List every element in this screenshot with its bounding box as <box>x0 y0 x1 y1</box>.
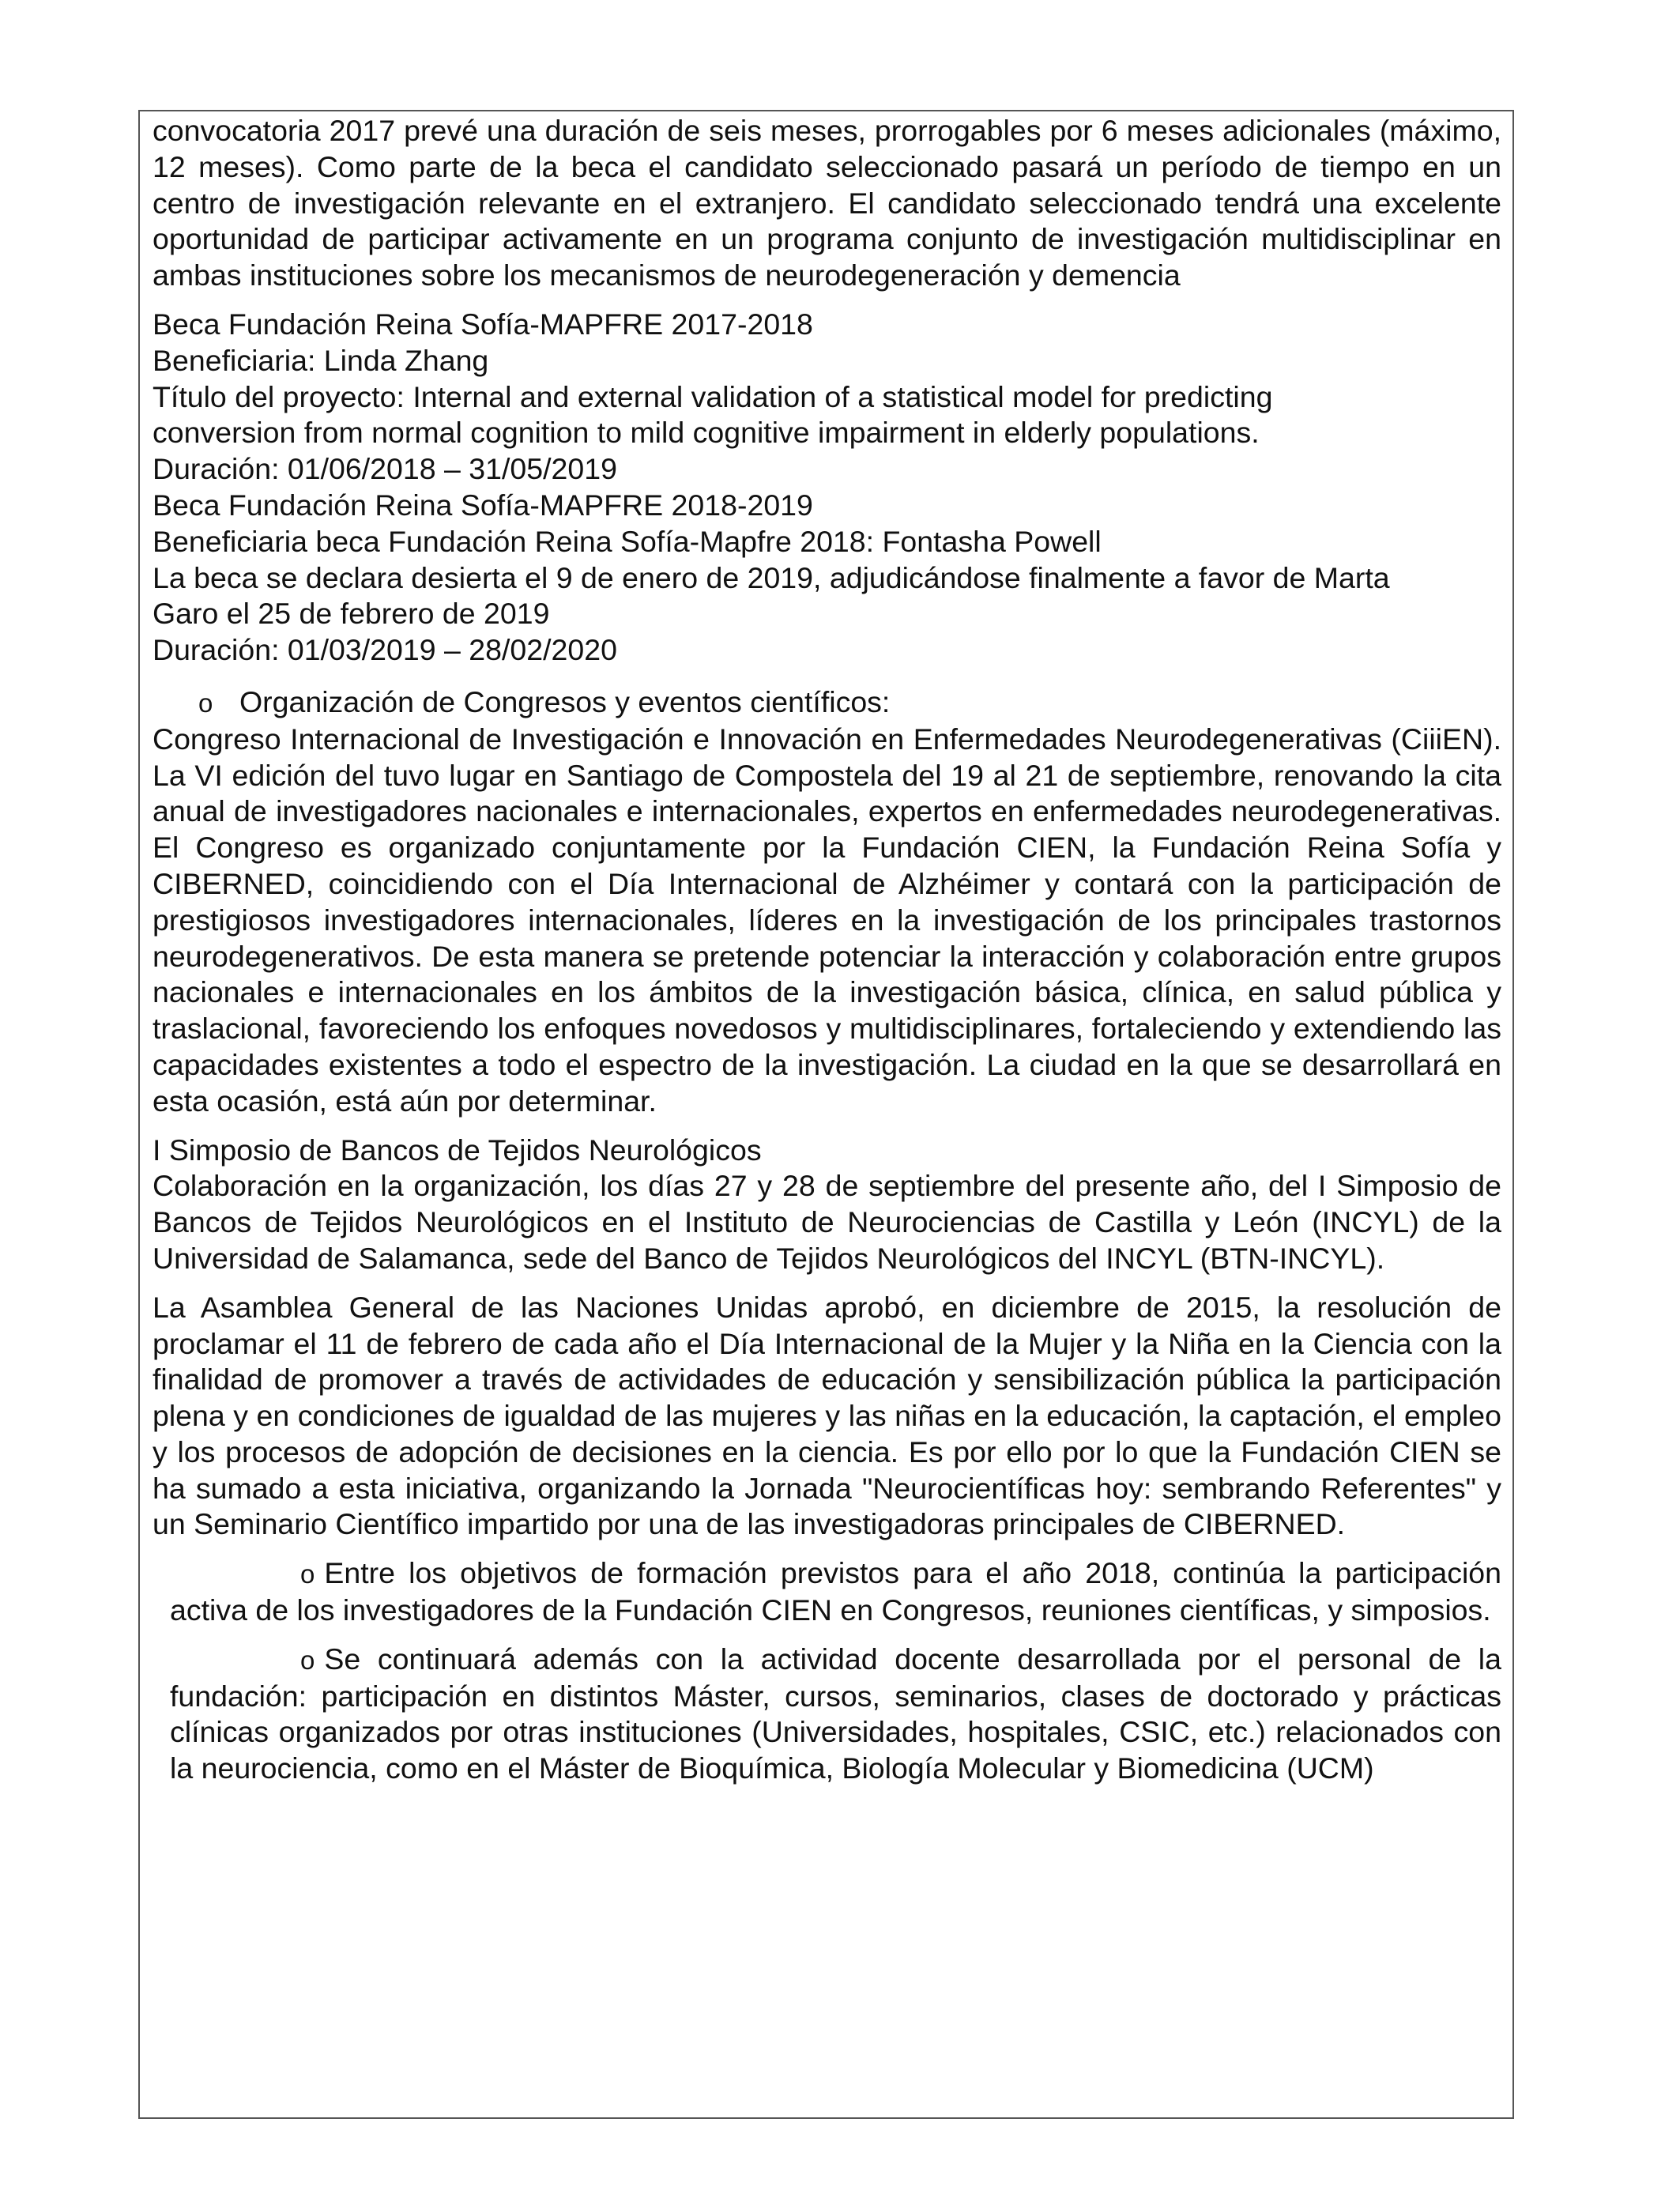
bullet-marker: o <box>300 1559 315 1589</box>
beca-2018-note-line-1: La beca se declara desierta el 9 de enero de 2019, adjudicándose finalmente a favor de Marta <box>153 560 1390 594</box>
bullet-marker: o <box>198 688 213 718</box>
beca-2017-block <box>153 307 1501 488</box>
beca-2018-beneficiary: Beneficiaria beca Fundación Reina Sofía-Mapfre 2018: Fontasha Powell <box>153 524 1102 558</box>
beca-2018-title: Beca Fundación Reina Sofía-MAPFRE 2018-2019 <box>153 488 813 522</box>
bullet-item-text: Se continuará además con la actividad docente desarrollada por el personal de la fundación: participación en distintos Máster, cursos, seminarios, clases de doctorado y prácticas clínicas organizados por otras instituciones (Universidades, hospitales, CSIC, etc.) relacionados con la neurociencia, como en el Máster de Bioquímica, Biología Molecular y Biomedicina (UCM) <box>170 1642 1501 1785</box>
bullet-item-docencia <box>153 1642 1501 1787</box>
simposio-block <box>153 1133 1501 1277</box>
beca-2017-project-line-2: conversion from normal cognition to mild cognitive impairment in elderly populations. <box>153 416 1260 450</box>
bullet-item-formacion-text <box>170 1555 1501 1629</box>
bullet-marker: o <box>300 1645 315 1675</box>
beca-2018-note-line-2: Garo el 25 de febrero de 2019 <box>153 597 550 631</box>
congresos-paragraph: Congreso Internacional de Investigación e Innovación en Enfermedades Neurodegenerativas (CiiiEN). La VI edición del tuvo lugar en Santiago de Compostela del 19 al 21 de septiembre, renovando la cita anual de investigadores nacionales e internacionales, expertos en enfermedades neurodegenerativas. El Congreso es organizado conjuntamente por la Fundación CIEN, la Fundación Reina Sofía y CIBERNED, coincidiendo con el Día Internacional de Alzhéimer y contará con la participación de prestigiosos investigadores internacionales, líderes en la investigación de los principales trastornos neurodegenerativos. De esta manera se pretende potenciar la interacción y colaboración entre grupos nacionales e internacionales en los ámbitos de la investigación básica, clínica, en salud pública y traslacional, favoreciendo los enfoques novedosos y multidisciplinares, fortaleciendo y extendiendo las capacidades existentes a todo el espectro de la investigación. La ciudad en la que se desarrollará en esta ocasión, está aún por determinar. <box>153 722 1501 1118</box>
beca-2018-duration: Duración: 01/03/2019 – 28/02/2020 <box>153 633 617 667</box>
beca-2017-beneficiary: Beneficiaria: Linda Zhang <box>153 343 489 377</box>
bullet-item-text: Entre los objetivos de formación previstos para el año 2018, continúa la participación activa de los investigadores de la Fundación CIEN en Congresos, reuniones científicas, y simposios. <box>170 1556 1501 1627</box>
congresos-heading <box>153 684 1501 722</box>
beca-2017-duration: Duración: 01/06/2018 – 31/05/2019 <box>153 452 617 486</box>
bullet-item-formacion <box>153 1555 1501 1629</box>
beca-2017-project-line-1: Título del proyecto: Internal and external validation of a statistical model for predicting <box>153 379 1273 413</box>
asamblea-paragraph: La Asamblea General de las Naciones Unidas aprobó, en diciembre de 2015, la resolución de proclamar el 11 de febrero de cada año el Día Internacional de la Mujer y la Niña en la Ciencia con la finalidad de promover a través de actividades de educación y sensibilización pública la participación plena y en condiciones de igualdad de las mujeres y las niñas en la educación, la captación, el empleo y los procesos de adopción de decisiones en la ciencia. Es por ello por lo que la Fundación CIEN se ha sumado a esta iniciativa, organizando la Jornada "Neurocientíficas hoy: sembrando Referentes" y un Seminario Científico impartido por una de las investigadoras principales de CIBERNED. <box>153 1290 1501 1541</box>
beca-2017-title: Beca Fundación Reina Sofía-MAPFRE 2017-2018 <box>153 307 813 341</box>
intro-paragraph: convocatoria 2017 prevé una duración de seis meses, prorrogables por 6 meses adicionales (máximo, 12 meses). Como parte de la beca el candidato seleccionado pasará un período de tiempo en un centro de investigación relevante en el extranjero. El candidato seleccionado tendrá una excelente oportunidad de participar activamente en un programa conjunto de investigación multidisciplinar en ambas instituciones sobre los mecanismos de neurodegeneración y demencia <box>153 114 1501 292</box>
beca-2018-block <box>153 488 1501 669</box>
simposio-title: I Simposio de Bancos de Tejidos Neurológicos <box>153 1133 762 1167</box>
bullet-item-docencia-text <box>170 1642 1501 1787</box>
congresos-heading-text: Organización de Congresos y eventos científicos: <box>239 684 891 718</box>
document-body <box>153 113 1501 1787</box>
simposio-paragraph: Colaboración en la organización, los días 27 y 28 de septiembre del presente año, del I Simposio de Bancos de Tejidos Neurológicos en el Instituto de Neurociencias de Castilla y León (INCYL) de la Universidad de Salamanca, sede del Banco de Tejidos Neurológicos del INCYL (BTN-INCYL). <box>153 1169 1501 1275</box>
